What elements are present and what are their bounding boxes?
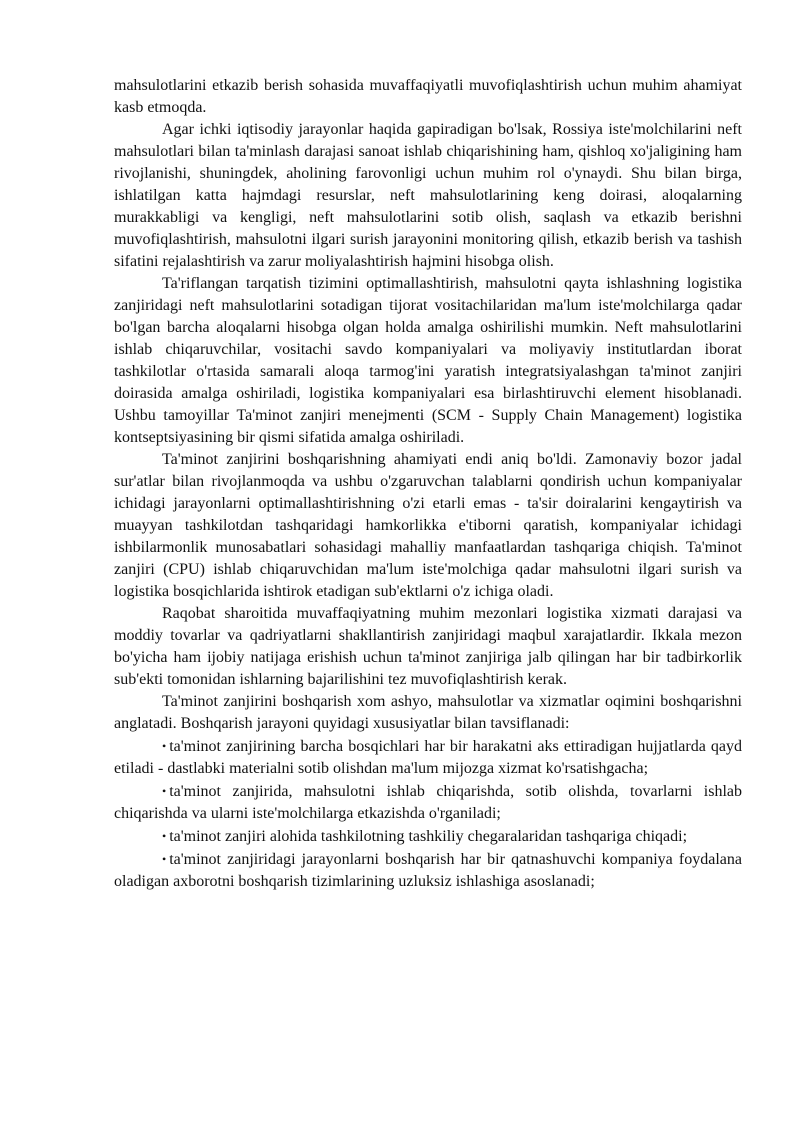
paragraph-distribution-optimization: Ta'riflangan tarqatish tizimini optimallashtirish, mahsulotni qayta ishlashning logistika zanjiridagi neft mahsulotlarini sotadigan tijorat vositachilaridan ma'lum iste'molchilarga qadar bo'lgan barcha aloqalarni hisobga olgan holda amalga oshirilishi mumkin. Neft mahsulotlarini ishlab chiqaruvchilar, vositachi savdo kompaniyalari va moliyaviy institutlardan iborat tashkilotlar o'rtasida samarali aloqa tarmog'ini yaratish integratsiyalashgan ta'minot zanjiri doirasida amalga oshiriladi, logistika kompaniyalari esa birlashtiruvchi element hisoblanadi. Ushbu tamoyillar Ta'minot zanjiri menejmenti (SCM - Supply Chain Management) logistika kontseptsiyasining bir qismi sifatida amalga oshiriladi.: [114, 275, 742, 446]
list-item: [114, 825, 742, 848]
bullet-icon: •: [162, 829, 167, 843]
bullet-icon: •: [162, 784, 167, 798]
paragraph-continuation: mahsulotlarini etkazib berish sohasida muvaffaqiyatli muvofiqlashtirish uchun muhim ahamiyat kasb etmoqda.: [114, 77, 742, 116]
list-item-text: ta'minot zanjiri alohida tashkilotning tashkiliy chegaralaridan tashqariga chiqadi;: [169, 828, 688, 845]
list-item: [114, 848, 742, 893]
bullet-icon: •: [162, 739, 167, 753]
document-page: [114, 75, 742, 893]
list-item: [114, 735, 742, 780]
paragraph-scm-definition: Ta'minot zanjirini boshqarish xom ashyo, mahsulotlar va xizmatlar oqimini boshqarishni anglatadi. Boshqarish jarayoni quyidagi xususiyatlar bilan tavsiflanadi:: [114, 693, 742, 732]
paragraph-scm-importance: Ta'minot zanjirini boshqarishning ahamiyati endi aniq bo'ldi. Zamonaviy bozor jadal sur'atlar bilan rivojlanmoqda va ushbu o'zgaruvchan talablarni qondirish uchun kompaniyalar ichidagi jarayonlarni optimallashtirishning o'zi etarli emas - ta'sir doiralarini kengaytirish va muayyan tashkilotdan tashqaridagi hamkorlikka e'tiborni qaratish, kompaniyalar ichidagi ishbilarmonlik munosabatlari sohasidagi mahalliy manfaatlardan tashqariga chiqish. Ta'minot zanjiri (CPU) ishlab chiqaruvchidan ma'lum iste'molchiga qadar mahsulotni ilgari surish va logistika bosqichlarida ishtirok etadigan sub'ektlarni o'z ichiga oladi.: [114, 451, 742, 600]
list-item: [114, 780, 742, 825]
list-item-text: ta'minot zanjirining barcha bosqichlari har bir harakatni aks ettiradigan hujjatlarda qayd etiladi - dastlabki materialni sotib olishdan ma'lum mijozga xizmat ko'rsatishgacha;: [114, 738, 742, 777]
list-item-text: ta'minot zanjiridagi jarayonlarni boshqarish har bir qatnashuvchi kompaniya foydalana oladigan axborotni boshqarish tizimlarining uzluksiz ishlashiga asoslanadi;: [114, 851, 742, 890]
paragraph-domestic-processes: Agar ichki iqtisodiy jarayonlar haqida gapiradigan bo'lsak, Rossiya iste'molchilarini neft mahsulotlari bilan ta'minlash darajasi sanoat ishlab chiqarishining ham, qishloq xo'jaligining ham rivojlanishi, shuningdek, aholining farovonligi uchun muhim rol o'ynaydi. Shu bilan birga, ishlatilgan katta hajmdagi resurslar, neft mahsulotlarining keng doirasi, aloqalarning murakkabligi va kengligi, neft mahsulotlarini sotib olish, saqlash va etkazib berishni muvofiqlashtirish, mahsulotni ilgari surish jarayonini monitoring qilish, etkazib berish va tashish sifatini rejalashtirish va zarur moliyalashtirish hajmini hisobga olish.: [114, 121, 742, 270]
bullet-icon: •: [162, 852, 167, 866]
paragraph-competition-criteria: Raqobat sharoitida muvaffaqiyatning muhim mezonlari logistika xizmati darajasi va moddiy tovarlar va qadriyatlarni shakllantirish zanjiridagi maqbul xarajatlardir. Ikkala mezon bo'yicha ham ijobiy natijaga erishish uchun ta'minot zanjiriga jalb qilingan har bir tadbirkorlik sub'ekti tomonidan ishlarning bajarilishini tez muvofiqlashtirish kerak.: [114, 605, 742, 688]
list-item-text: ta'minot zanjirida, mahsulotni ishlab chiqarishda, sotib olishda, tovarlarni ishlab chiqarishda va ularni iste'molchilarga etkazishda o'rganiladi;: [114, 783, 742, 822]
